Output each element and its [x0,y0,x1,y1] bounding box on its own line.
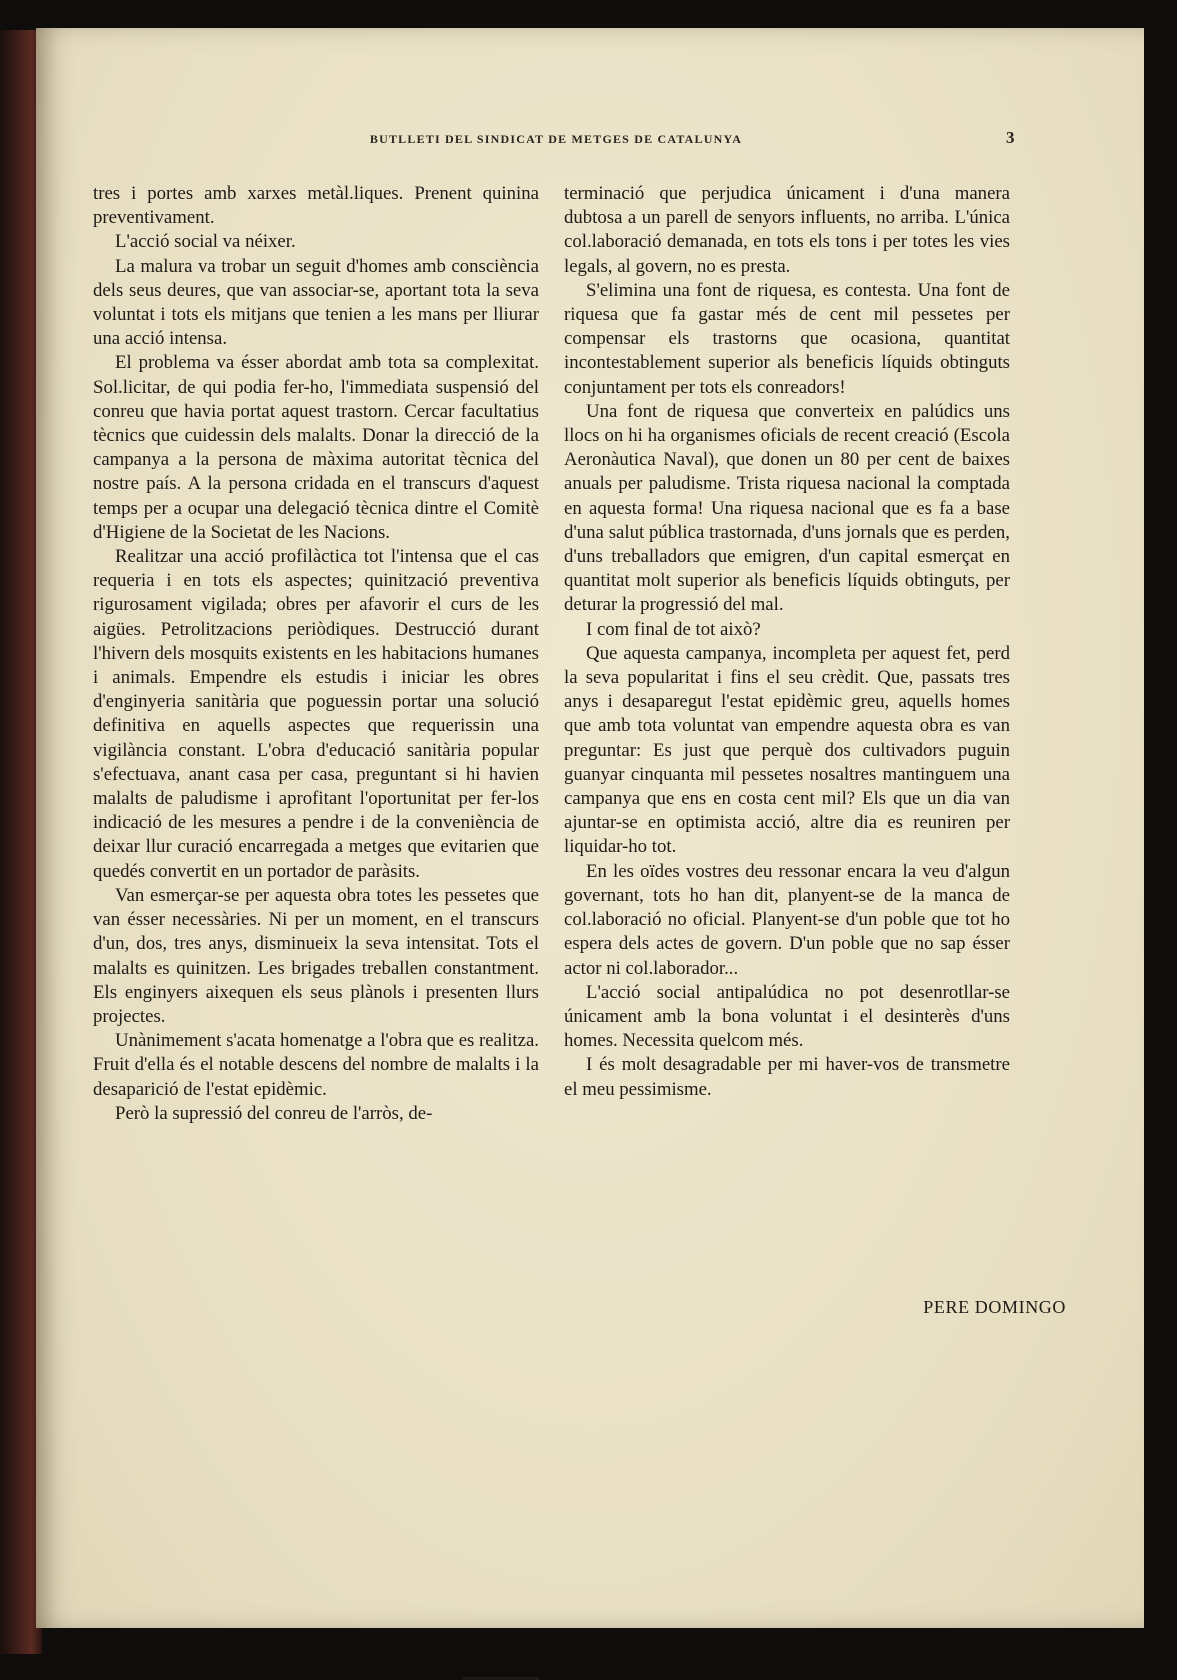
author-signature: PERE DOMINGO [923,1297,1066,1317]
running-header: BUTLLETI DEL SINDICAT DE METGES DE CATALUNYA [369,132,743,146]
journal-page [36,28,1144,1628]
paragraph: I com final de tot això? [586,618,761,640]
right-column [564,182,1010,1102]
paragraph: Que aquesta campanya, incompleta per aquest fet, perd la seva popularitat i fins el seu crèdit. Que, passats tres anys i desaparegut l'estat epidèmic greu, aquells homes que amb tota voluntat van empendre aquesta obra es van preguntar: Es just que perquè dos cultivadors puguin guanyar cinquanta mil pessetes nosaltres mantinguem una campanya que ens en costa cent mil? Els que un dia van ajuntar-se en optimista acció, altre dia es reuniren per liquidar-ho tot. [564,642,1010,858]
paragraph: S'elimina una font de riquesa, es contesta. Una font de riquesa que fa gastar més de cent mil pessetes per compensar els trastorns que ocasiona, quantitat incontestablement superior als beneficis líquids obtinguts conjuntament per tots els conreadors! [564,279,1010,398]
paragraph: Però la supressió del conreu de l'arròs, de- [115,1102,433,1124]
paragraph: terminació que perjudica únicament i d'una manera dubtosa a un parell de senyors influents, no arriba. L'única col.laboració demanada, en tots els tons i per totes les vies legals, al govern, no es presta. [564,183,1010,277]
paragraph: I és molt desagradable per mi haver-vos de transmetre el meu pessimisme. [564,1054,1010,1100]
paragraph: En les oïdes vostres deu ressonar encara la veu d'algun governant, tots ho han dit, planyent-se de la manca de col.laboració no oficial. Planyent-se d'un poble que tot ho espera dels actes de govern. D'un poble que no sap ésser actor ni col.laborador... [564,860,1010,979]
paragraph: El problema va ésser abordat amb tota sa complexitat. Sol.licitar, de qui podia fer-ho, l'immediata suspensió del conreu que havia portat aquest trastorn. Cercar facultatius tècnics que cuidessin dels malalts. Donar la direcció de la campanya a la persona de màxima autoritat tècnica del nostre país. A la persona cridada en el transcurs d'aquest temps per a ocupar una delegació tècnica dintre el Comitè d'Higiene de la Societat de les Nacions. [93,352,539,543]
paragraph: Realitzar una acció profilàctica tot l'intensa que el cas requeria i en tots els aspectes; quinització preventiva rigurosament vigilada; obres per afavorir el curs de les aigües. Petrolitzacions periòdiques. Destrucció durant l'hivern dels mosquits existents en les habitacions humanes i animals. Empendre els estudis i iniciar les obres d'enginyeria sanitària que poguessin portar una solució definitiva en aquells aspectes que requerissin una vigilància constant. L'obra d'educació sanitària popular s'efectuava, anant casa per casa, preguntant si hi havien malalts de paludisme i aprofitant l'oportunitat per fer-los indicació de les mesures a pendre i de la conveniència de deixar llur curació encarregada a metges que evitarien que quedés convertit en un portador de paràsits. [93,546,539,882]
paragraph: tres i portes amb xarxes metàl.liques. Prenent quinina preventivament. [93,183,539,229]
left-column [93,182,539,1126]
paragraph: L'acció social va néixer. [115,231,296,253]
paragraph: Unànimement s'acata homenatge a l'obra que es realitza. Fruit d'ella és el notable descens del nombre de malalts i la desaparició de l'estat epidèmic. [93,1030,539,1100]
paragraph: Una font de riquesa que converteix en palúdics uns llocs on hi ha organismes oficials de recent creació (Escola Aeronàutica Naval), que donen un 80 per cent de baixes anuals per paludisme. Trista riquesa nacional la comptada en aquesta forma! Una riquesa nacional que es fa a base d'una salut pública trastornada, d'uns jornals que es perden, d'uns treballadors que emigren, d'un capital esmerçat en quantitat molt superior als beneficis líquids obtinguts, per deturar la progressió del mal. [564,400,1010,616]
paragraph: Van esmerçar-se per aquesta obra totes les pessetes que van ésser necessàries. Ni per un moment, en el transcurs d'un, dos, tres anys, disminueix la seva intensitat. Tots el malalts es quinitzen. Les brigades treballen constantment. Els enginyers aixequen els seus plànols i presenten llurs projectes. [93,884,539,1027]
paragraph: L'acció social antipalúdica no pot desenrotllar-se únicament amb la bona voluntat i el desinterès d'uns homes. Necessita quelcom més. [564,981,1010,1052]
page-number: 3 [1006,128,1015,147]
paragraph: La malura va trobar un seguit d'homes amb consciència dels seus deures, que van associar-se, aportant tota la seva voluntat i tots els mitjans que tenien a les mans per lliurar una acció intensa. [93,255,539,350]
